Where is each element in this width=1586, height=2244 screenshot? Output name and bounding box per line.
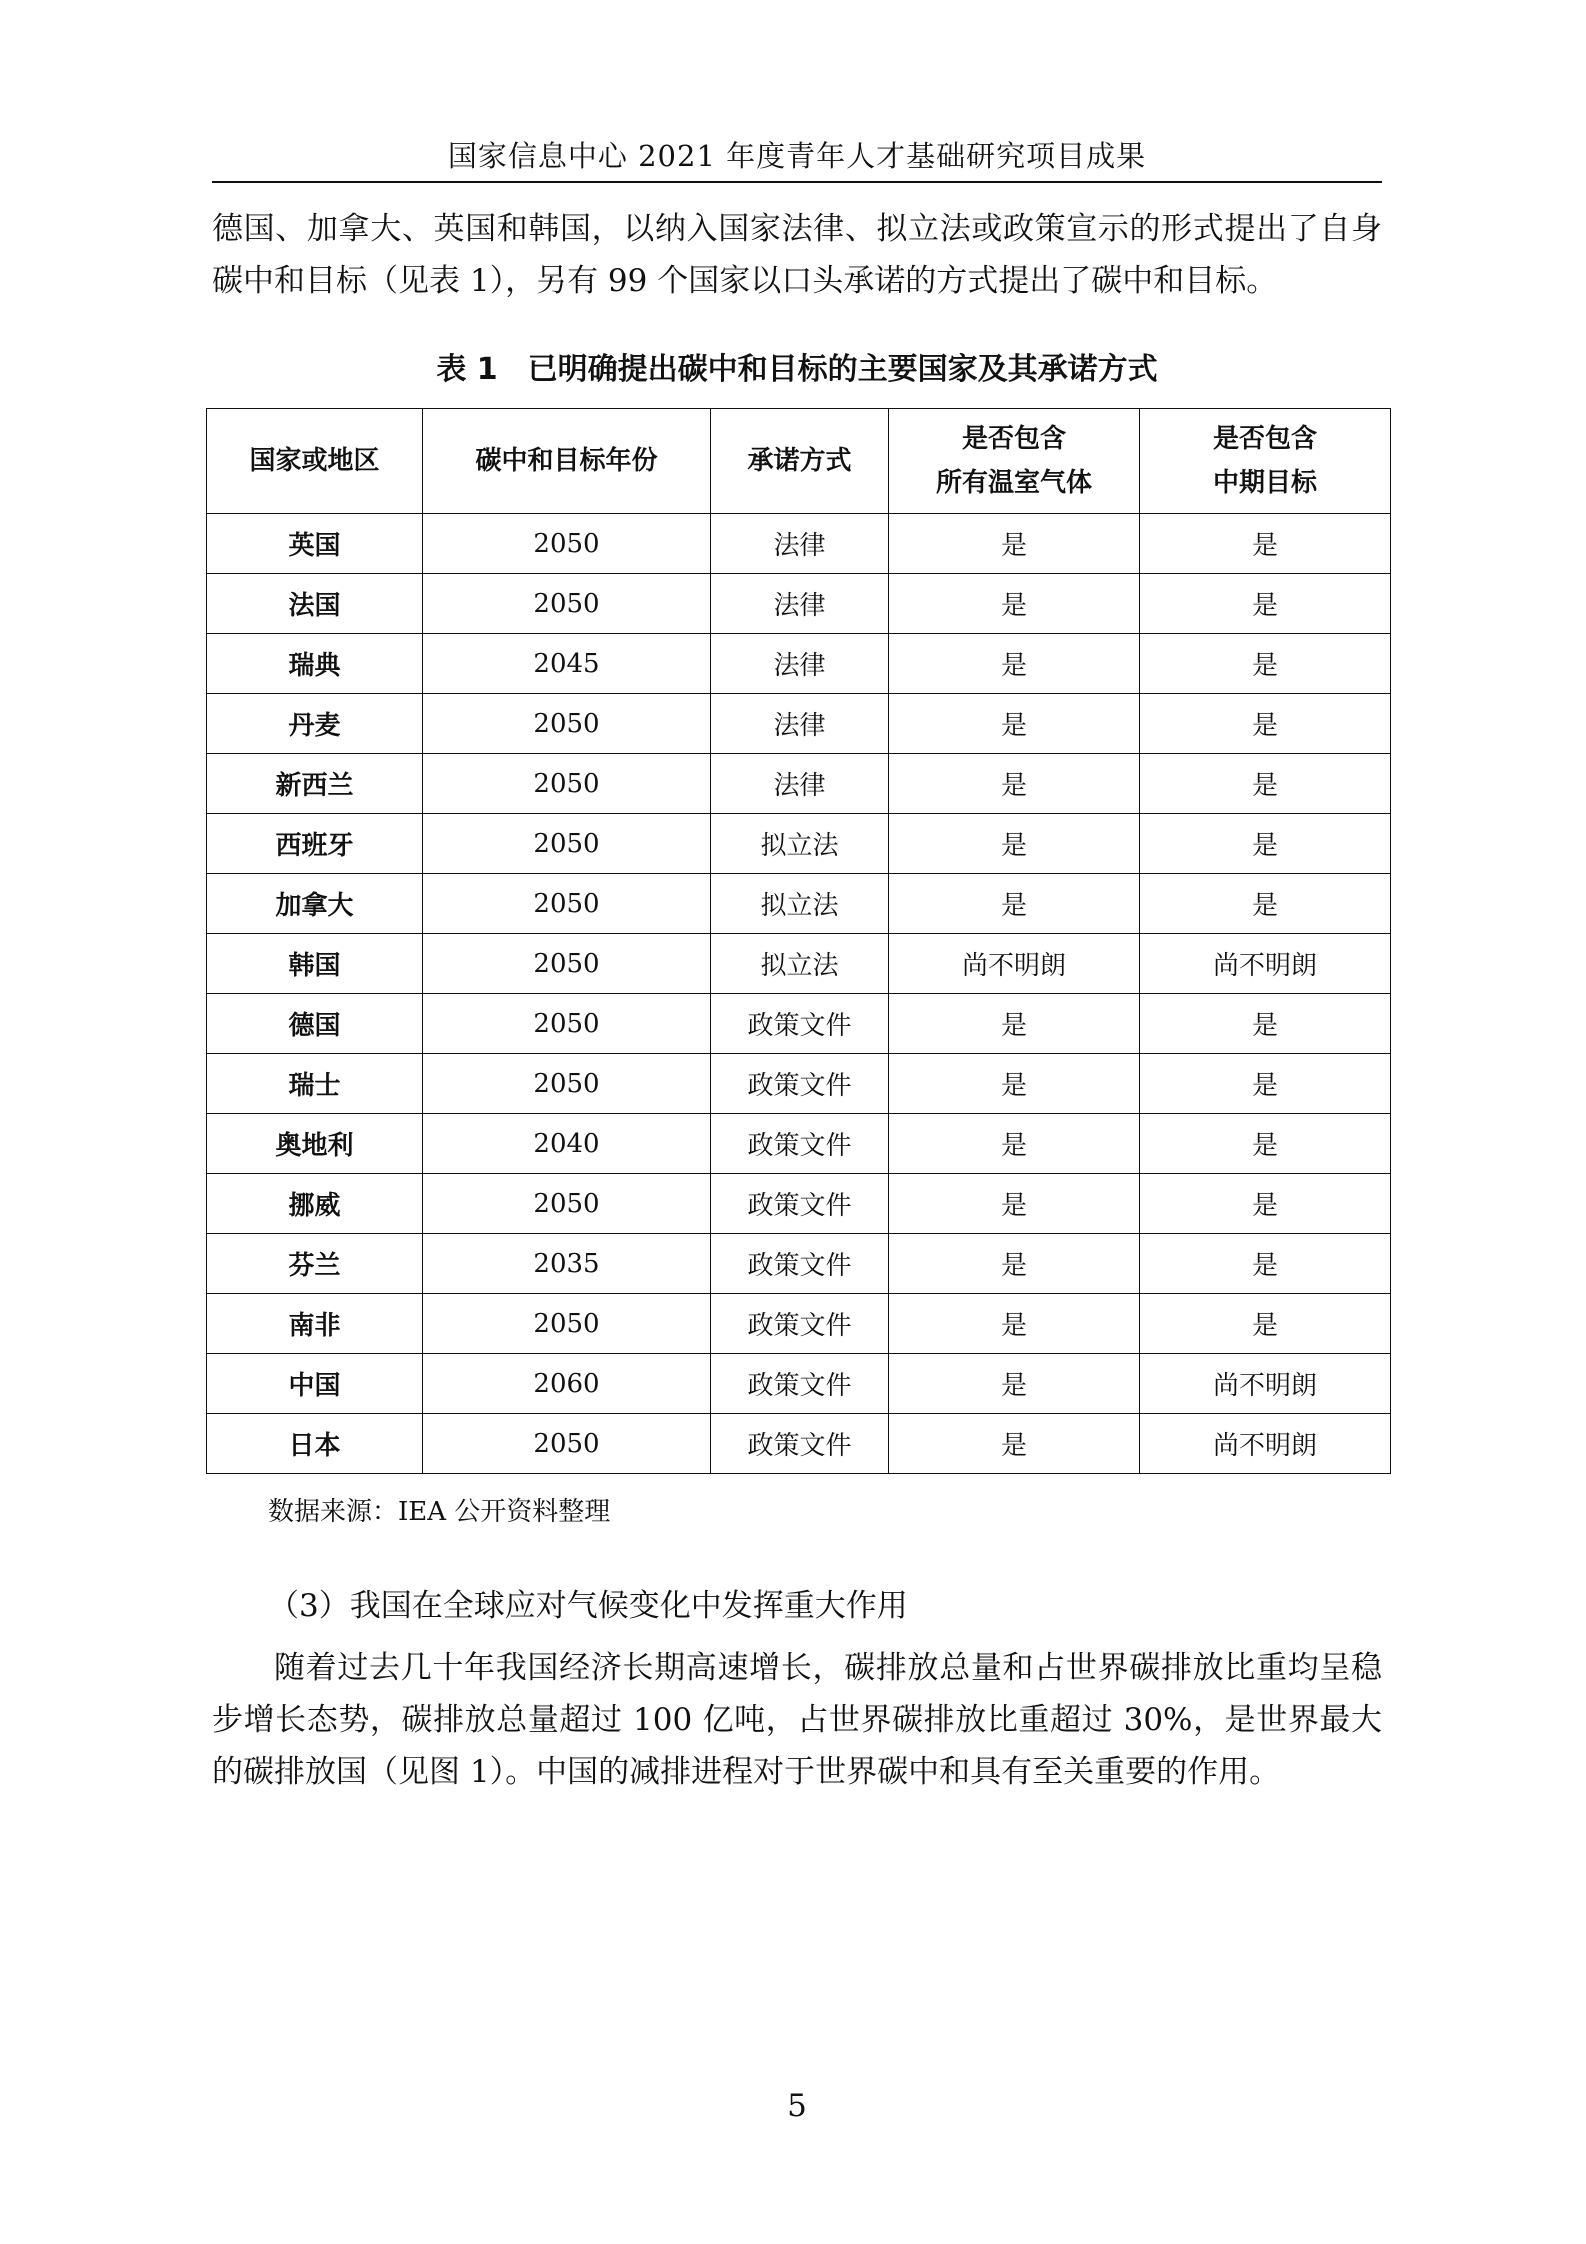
cell-year: 2050	[423, 934, 711, 994]
cell-year: 2035	[423, 1234, 711, 1294]
table-row	[207, 1054, 1391, 1114]
cell-mid: 是	[1140, 874, 1391, 934]
cell-ghg: 是	[889, 574, 1140, 634]
cell-method: 法律	[711, 574, 889, 634]
table-row	[207, 1294, 1391, 1354]
cell-method: 法律	[711, 514, 889, 574]
header-all-ghg-line1: 是否包含	[961, 424, 1066, 454]
cell-country: 英国	[207, 514, 423, 574]
cell-method: 法律	[711, 694, 889, 754]
cell-country: 丹麦	[207, 694, 423, 754]
table-caption: 表 1 已明确提出碳中和目标的主要国家及其承诺方式	[436, 352, 1158, 387]
cell-country: 西班牙	[207, 814, 423, 874]
header-mid-term-line2: 中期目标	[1212, 468, 1317, 498]
table-row	[207, 1354, 1391, 1414]
table-row	[207, 574, 1391, 634]
header-divider	[212, 181, 1382, 183]
cell-mid: 是	[1140, 514, 1391, 574]
cell-ghg: 是	[889, 994, 1140, 1054]
cell-ghg: 是	[889, 1114, 1140, 1174]
cell-method: 拟立法	[711, 934, 889, 994]
header-all-ghg	[889, 409, 1140, 514]
cell-method: 政策文件	[711, 1354, 889, 1414]
cell-mid: 是	[1140, 994, 1391, 1054]
table-row	[207, 814, 1391, 874]
cell-country: 加拿大	[207, 874, 423, 934]
cell-mid: 是	[1140, 1054, 1391, 1114]
cell-country: 瑞士	[207, 1054, 423, 1114]
table-row	[207, 1234, 1391, 1294]
cell-method: 政策文件	[711, 994, 889, 1054]
cell-country: 瑞典	[207, 634, 423, 694]
cell-ghg: 是	[889, 694, 1140, 754]
header-all-ghg-line2: 所有温室气体	[935, 468, 1092, 498]
cell-method: 拟立法	[711, 814, 889, 874]
cell-method: 政策文件	[711, 1114, 889, 1174]
page-header: 国家信息中心 2021 年度青年人才基础研究项目成果	[447, 139, 1147, 173]
body-paragraph: 随着过去几十年我国经济长期高速增长，碳排放总量和占世界碳排放比重均呈稳步增长态势，碳排放总量超过 100 亿吨，占世界碳排放比重超过 30%，是世界最大的碳排放国（见图 1）。中国的减排进程对于世界碳中和具有至关重要的作用。	[212, 1650, 1382, 1790]
cell-ghg: 是	[889, 1174, 1140, 1234]
header-country: 国家或地区	[207, 409, 423, 514]
cell-year: 2050	[423, 1174, 711, 1234]
cell-year: 2060	[423, 1354, 711, 1414]
table-row	[207, 934, 1391, 994]
cell-year: 2050	[423, 574, 711, 634]
cell-mid: 尚不明朗	[1140, 1414, 1391, 1474]
cell-country: 新西兰	[207, 754, 423, 814]
table-source-note: 数据来源：IEA 公开资料整理	[268, 1497, 611, 1527]
cell-method: 法律	[711, 754, 889, 814]
intro-paragraph: 德国、加拿大、英国和韩国，以纳入国家法律、拟立法或政策宣示的形式提出了自身碳中和目标（见表 1），另有 99 个国家以口头承诺的方式提出了碳中和目标。	[212, 211, 1382, 299]
cell-mid: 尚不明朗	[1140, 1354, 1391, 1414]
page-number: 5	[787, 2088, 807, 2124]
cell-year: 2040	[423, 1114, 711, 1174]
cell-mid: 是	[1140, 1114, 1391, 1174]
cell-method: 法律	[711, 634, 889, 694]
table-row	[207, 1414, 1391, 1474]
cell-ghg: 是	[889, 814, 1140, 874]
cell-ghg: 是	[889, 1294, 1140, 1354]
table-row	[207, 1174, 1391, 1234]
cell-country: 奥地利	[207, 1114, 423, 1174]
cell-ghg: 是	[889, 1354, 1140, 1414]
header-commitment-method: 承诺方式	[711, 409, 889, 514]
cell-ghg: 是	[889, 514, 1140, 574]
table-row	[207, 634, 1391, 694]
table-row	[207, 514, 1391, 574]
cell-mid: 是	[1140, 754, 1391, 814]
cell-country: 韩国	[207, 934, 423, 994]
cell-method: 政策文件	[711, 1294, 889, 1354]
cell-year: 2050	[423, 874, 711, 934]
cell-mid: 是	[1140, 694, 1391, 754]
cell-mid: 尚不明朗	[1140, 934, 1391, 994]
cell-mid: 是	[1140, 1294, 1391, 1354]
cell-country: 日本	[207, 1414, 423, 1474]
cell-country: 德国	[207, 994, 423, 1054]
cell-ghg: 是	[889, 1054, 1140, 1114]
cell-mid: 是	[1140, 814, 1391, 874]
cell-year: 2050	[423, 754, 711, 814]
cell-country: 中国	[207, 1354, 423, 1414]
table-row	[207, 1114, 1391, 1174]
cell-mid: 是	[1140, 634, 1391, 694]
cell-country: 南非	[207, 1294, 423, 1354]
cell-mid: 是	[1140, 1234, 1391, 1294]
cell-year: 2050	[423, 1294, 711, 1354]
cell-ghg: 是	[889, 1414, 1140, 1474]
cell-ghg: 是	[889, 634, 1140, 694]
cell-method: 政策文件	[711, 1234, 889, 1294]
section-heading: （3）我国在全球应对气候变化中发挥重大作用	[268, 1588, 908, 1624]
cell-year: 2050	[423, 694, 711, 754]
table-row	[207, 694, 1391, 754]
cell-country: 法国	[207, 574, 423, 634]
cell-mid: 是	[1140, 1174, 1391, 1234]
table-row	[207, 754, 1391, 814]
cell-year: 2050	[423, 514, 711, 574]
cell-ghg: 是	[889, 1234, 1140, 1294]
cell-year: 2050	[423, 814, 711, 874]
cell-mid: 是	[1140, 574, 1391, 634]
cell-ghg: 是	[889, 874, 1140, 934]
table-row	[207, 994, 1391, 1054]
cell-year: 2045	[423, 634, 711, 694]
cell-country: 芬兰	[207, 1234, 423, 1294]
cell-year: 2050	[423, 994, 711, 1054]
cell-ghg: 是	[889, 754, 1140, 814]
carbon-neutrality-table	[206, 408, 1391, 1474]
cell-method: 拟立法	[711, 874, 889, 934]
header-mid-term-line1: 是否包含	[1212, 424, 1317, 454]
cell-year: 2050	[423, 1054, 711, 1114]
table-header-row	[207, 409, 1391, 514]
cell-method: 政策文件	[711, 1054, 889, 1114]
cell-ghg: 尚不明朗	[889, 934, 1140, 994]
cell-year: 2050	[423, 1414, 711, 1474]
header-target-year: 碳中和目标年份	[423, 409, 711, 514]
cell-country: 挪威	[207, 1174, 423, 1234]
header-mid-term	[1140, 409, 1391, 514]
table-row	[207, 874, 1391, 934]
cell-method: 政策文件	[711, 1414, 889, 1474]
cell-method: 政策文件	[711, 1174, 889, 1234]
